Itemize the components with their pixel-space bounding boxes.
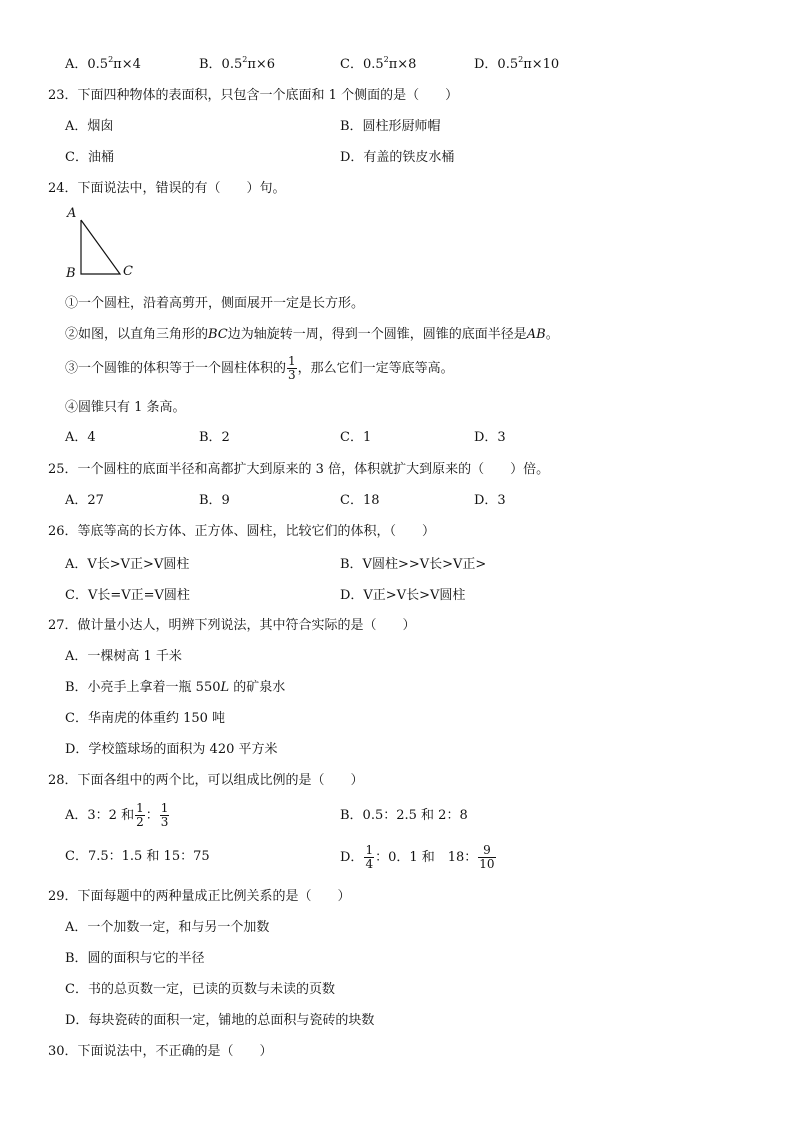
q23-option-a: A．烟囱 <box>65 119 114 134</box>
triangle-shape <box>81 220 120 274</box>
q29-option-b: B．圆的面积与它的半径 <box>65 951 205 966</box>
fraction-one-half: $\frac{1}{2}$ <box>136 801 144 829</box>
q22-option-b: B．$0.5^2\pi\times 6$ <box>199 55 276 72</box>
q24-option-c: C．1 <box>340 430 372 445</box>
q24-statement-1: ①一个圆柱，沿着高剪开，侧面展开一定是长方形。 <box>65 296 365 311</box>
vertex-a-label: A <box>67 206 77 221</box>
fraction-one-third: $\frac{1}{3}$ <box>160 801 169 829</box>
vertex-b-label: B <box>66 266 76 281</box>
q23-option-b: B．圆柱形厨师帽 <box>340 119 441 134</box>
q28-option-a: A．3：2 和 $\frac{1}{2}$ ： $\frac{1}{3}$ <box>65 801 169 829</box>
q29-option-a: A．一个加数一定，和与另一个加数 <box>65 920 270 935</box>
q24-statement-4: ④圆锥只有 1 条高。 <box>65 400 186 415</box>
fraction-nine-tenths: $\frac{9}{10}$ <box>479 843 495 871</box>
q27-option-a: A．一棵树高 1 千米 <box>65 649 182 664</box>
q24-statement-3: ③一个圆锥的体积等于一个圆柱体积的 $\frac{1}{3}$ ，那么它们一定等底等高。 <box>65 354 454 382</box>
q24-stem: 24．下面说法中，错误的有（ ）句。 <box>48 181 286 196</box>
q22-option-a: A．$0.5^2\pi\times 4$ <box>65 55 141 72</box>
q23-option-c: C．油桶 <box>65 150 114 165</box>
q22-option-c: C．$0.5^2\pi\times 8$ <box>340 55 417 72</box>
q26-option-b: B．V圆柱>>V长>V正> <box>340 557 487 572</box>
q28-option-c: C．7.5：1.5 和 15：75 <box>65 849 210 864</box>
q28-option-b: B．0.5：2.5 和 2：8 <box>340 808 468 823</box>
q23-stem: 23．下面四种物体的表面积，只包含一个底面和 1 个侧面的是（ ） <box>48 88 459 103</box>
q23-option-d: D．有盖的铁皮水桶 <box>340 150 455 165</box>
q29-option-c: C．书的总页数一定，已读的页数与未读的页数 <box>65 982 335 997</box>
q26-option-d: D．V正>V长>V圆柱 <box>340 588 466 603</box>
q27-option-c: C．华南虎的体重约 150 吨 <box>65 711 226 726</box>
q26-option-c: C．V长=V正=V圆柱 <box>65 588 190 603</box>
q30-stem: 30．下面说法中，不正确的是（ ） <box>48 1044 273 1059</box>
q25-option-d: D．3 <box>474 493 506 508</box>
q26-option-a: A．V长>V正>V圆柱 <box>65 557 190 572</box>
q24-statement-2: ②如图，以直角三角形的BC边为轴旋转一周，得到一个圆锥，圆锥的底面半径是AB。 <box>65 327 559 342</box>
q27-option-d: D．学校篮球场的面积为 420 平方米 <box>65 742 278 757</box>
q24-option-a: A．4 <box>65 430 96 445</box>
fraction-one-third: $\frac{1}{3}$ <box>288 354 296 382</box>
right-triangle-figure <box>62 206 142 282</box>
q27-stem: 27．做计量小达人，明辨下列说法，其中符合实际的是（ ） <box>48 618 416 633</box>
q29-stem: 29．下面每题中的两种量成正比例关系的是（ ） <box>48 889 351 904</box>
q27-option-b: B．小亮手上拿着一瓶 550L 的矿泉水 <box>65 680 286 695</box>
q22-option-d: D．$0.5^2\pi\times 10$ <box>474 55 560 72</box>
q24-option-b: B．2 <box>199 430 230 445</box>
q25-option-b: B．9 <box>199 493 230 508</box>
q28-stem: 28．下面各组中的两个比，可以组成比例的是（ ） <box>48 773 364 788</box>
q28-option-d: D． $\frac{1}{4}$ ：0．1 和 18： $\frac{9}{10}$ <box>340 843 495 871</box>
q24-option-d: D．3 <box>474 430 506 445</box>
q26-stem: 26．等底等高的长方体、正方体、圆柱，比较它们的体积，（ ） <box>48 524 436 539</box>
fraction-one-quarter: $\frac{1}{4}$ <box>365 843 374 871</box>
vertex-c-label: C <box>123 264 133 279</box>
q25-stem: 25．一个圆柱的底面半径和高都扩大到原来的 3 倍，体积就扩大到原来的（ ）倍。 <box>48 462 550 477</box>
q29-option-d: D．每块瓷砖的面积一定，铺地的总面积与瓷砖的块数 <box>65 1013 375 1028</box>
q25-option-c: C．18 <box>340 493 380 508</box>
q25-option-a: A．27 <box>65 493 104 508</box>
